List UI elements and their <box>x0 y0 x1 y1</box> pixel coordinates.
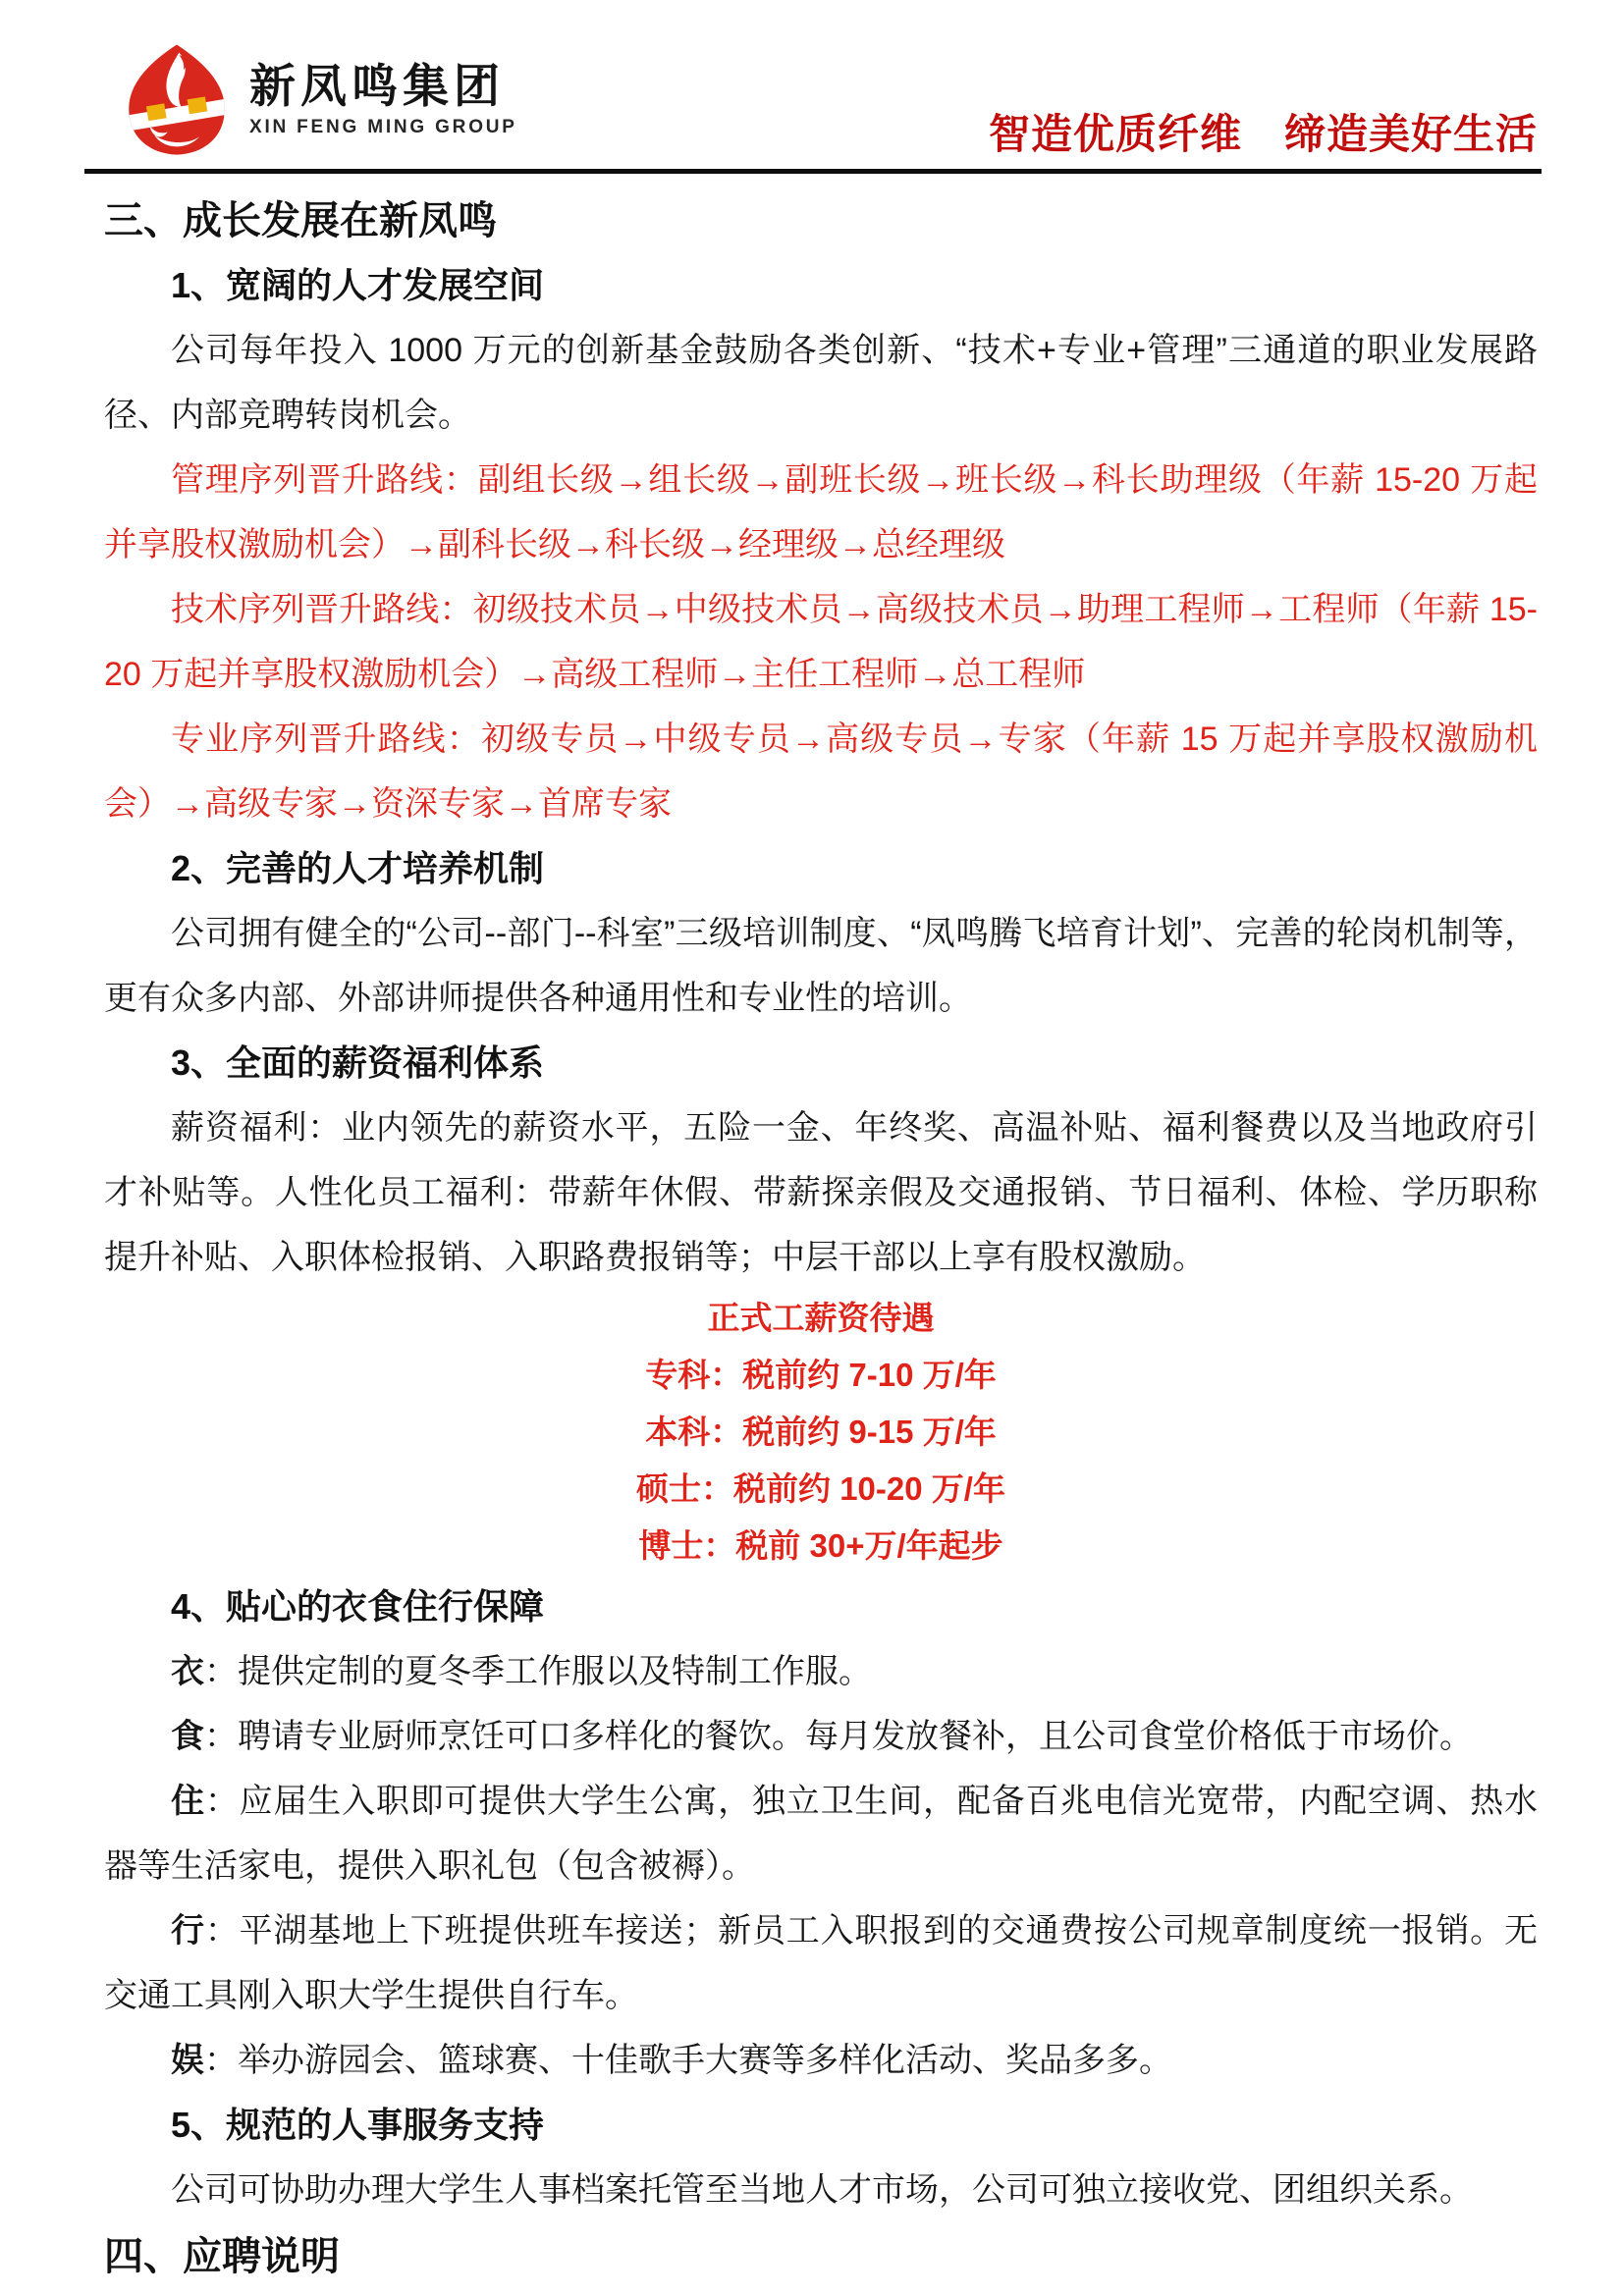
salary-block <box>104 1290 1538 1575</box>
welfare-food-text: ：聘请专业厨师烹饪可口多样化的餐饮。每月发放餐补，且公司食堂价格低于市场价。 <box>204 1718 1473 1755</box>
subsection-1-paragraph: 公司每年投入 1000 万元的创新基金鼓励各类创新、“技术+专业+管理”三通道的职业发展路径、内部竞聘转岗机会。 <box>104 332 1538 434</box>
salary-line-master: 硕士：税前约 10-20 万/年 <box>636 1470 1005 1507</box>
document-body <box>0 177 1624 2287</box>
promotion-path-professional: 专业序列晋升路线：初级专员→中级专员→高级专员→专家（年薪 15 万起并享股权激励机会）→高级专家→资深专家→首席专家 <box>104 721 1538 823</box>
salary-title: 正式工薪资待遇 <box>707 1300 935 1336</box>
salary-line-bachelor: 本科：税前约 9-15 万/年 <box>645 1414 997 1450</box>
company-slogan: 智造优质纤维 缔造美好生活 <box>988 111 1538 157</box>
subsection-3-title: 3、全面的薪资福利体系 <box>171 1042 545 1083</box>
salary-line-doctor: 博士：税前 30+万/年起步 <box>638 1527 1003 1564</box>
welfare-clothing-text: ：提供定制的夏冬季工作服以及特制工作服。 <box>204 1653 872 1690</box>
welfare-housing-text: ：应届生入职即可提供大学生公寓，独立卫生间，配备百兆电信光宽带，内配空调、热水器等生活家电，提供入职礼包（包含被褥）。 <box>104 1783 1539 1885</box>
section-4-title: 四、应聘说明 <box>104 2235 340 2278</box>
welfare-entertainment <box>104 2028 1538 2093</box>
company-name-block <box>249 60 517 138</box>
document-header <box>0 0 1624 177</box>
subsection-2-title: 2、完善的人才培养机制 <box>171 848 545 888</box>
welfare-clothing-label: 衣 <box>171 1653 204 1690</box>
phoenix-logo-icon <box>120 41 234 157</box>
welfare-clothing <box>104 1639 1538 1704</box>
subsection-1-title: 1、宽阔的人才发展空间 <box>171 265 545 305</box>
subsection-5-title: 5、规范的人事服务支持 <box>171 2105 545 2145</box>
company-name: 新凤鸣集团 <box>249 59 505 112</box>
company-name-en: XIN FENG MING GROUP <box>249 117 517 138</box>
promotion-path-technical: 技术序列晋升路线：初级技术员→中级技术员→高级技术员→助理工程师→工程师（年薪 15-20 万起并享股权激励机会）→高级工程师→主任工程师→总工程师 <box>104 591 1538 693</box>
welfare-entertainment-label: 娱 <box>171 2042 204 2079</box>
welfare-housing <box>104 1769 1538 1898</box>
welfare-transport-label: 行 <box>171 1912 205 1949</box>
subsection-4-title: 4、贴心的衣食住行保障 <box>171 1586 545 1627</box>
header-divider <box>84 169 1542 174</box>
salary-line-college: 专科：税前约 7-10 万/年 <box>645 1357 997 1393</box>
welfare-housing-label: 住 <box>171 1783 205 1820</box>
welfare-transport <box>104 1898 1538 2028</box>
welfare-food-label: 食 <box>171 1718 204 1755</box>
welfare-food <box>104 1704 1538 1769</box>
subsection-5-paragraph: 公司可协助办理大学生人事档案托管至当地人才市场，公司可独立接收党、团组织关系。 <box>171 2171 1473 2209</box>
promotion-path-management: 管理序列晋升路线：副组长级→组长级→副班长级→班长级→科长助理级（年薪 15-20 万起并享股权激励机会）→副科长级→科长级→经理级→总经理级 <box>104 461 1538 563</box>
subsection-3-paragraph: 薪资福利：业内领先的薪资水平，五险一金、年终奖、高温补贴、福利餐费以及当地政府引才补贴等。人性化员工福利：带薪年休假、带薪探亲假及交通报销、节日福利、体检、学历职称提升补贴、入职体检报销、入职路费报销等；中层干部以上享有股权激励。 <box>104 1109 1538 1276</box>
company-logo <box>120 41 517 157</box>
section-3-title: 三、成长发展在新凤鸣 <box>104 199 497 242</box>
welfare-entertainment-text: ：举办游园会、篮球赛、十佳歌手大赛等多样化活动、奖品多多。 <box>204 2042 1172 2079</box>
welfare-transport-text: ：平湖基地上下班提供班车接送；新员工入职报到的交通费按公司规章制度统一报销。无交通工具刚入职大学生提供自行车。 <box>104 1912 1539 2014</box>
subsection-2-paragraph: 公司拥有健全的“公司--部门--科室”三级培训制度、“凤鸣腾飞培育计划”、完善的轮岗机制等，更有众多内部、外部讲师提供各种通用性和专业性的培训。 <box>104 915 1538 1017</box>
